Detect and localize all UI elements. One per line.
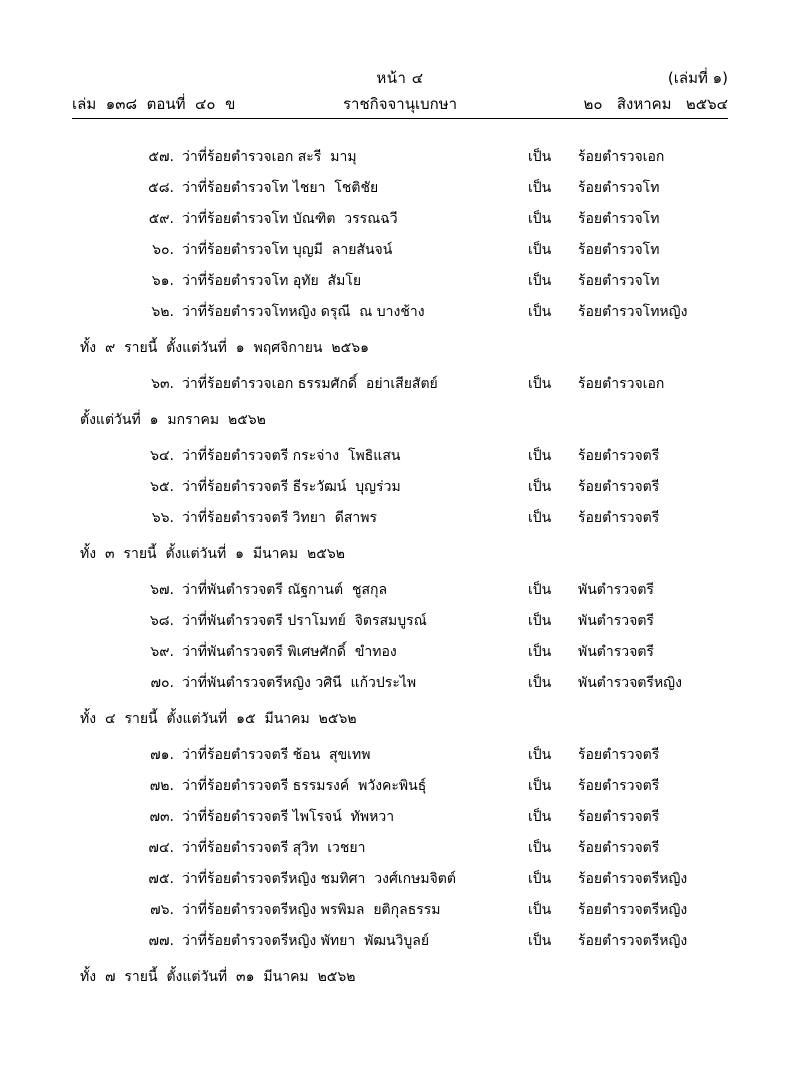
list-item [72,373,728,395]
list-item [72,301,728,323]
entry-name: ว่าที่ร้อยตำรวจตรี ช้อน สุขเทพ [182,747,371,763]
entry-name: ว่าที่ร้อยตำรวจเอก สะรี มามุ [182,149,357,165]
entry-rank: พันตำรวจตรี [578,582,654,598]
list-item [72,239,728,261]
entry-number: ๗๗. [148,933,174,949]
entry-rank: ร้อยตำรวจตรี [578,479,660,495]
entry-name: ว่าที่ร้อยตำรวจตรีหญิง พรพิมล ยติกุลธรรม [182,902,441,918]
entry-as: เป็น [528,933,552,949]
entry-number: ๗๕. [148,871,174,887]
entry-rank: ร้อยตำรวจโท [578,273,660,289]
header-gazette-title: ราชกิจจานุเบกษา [342,95,458,113]
entry-as: เป็น [528,840,552,856]
summary-line: ทั้ง ๓ รายนี้ ตั้งแต่วันที่ ๑ มีนาคม ๒๕๖๒ [80,546,345,562]
entry-number: ๗๖. [150,902,174,918]
entry-as: เป็น [528,180,552,196]
list-item [72,899,728,921]
entry-rank: ร้อยตำรวจตรี [578,840,660,856]
entry-name: ว่าที่ร้อยตำรวจตรีหญิง พัทยา พัฒนวิบูลย์ [182,933,430,949]
page-header [72,60,728,122]
document-body [72,146,728,988]
entry-as: เป็น [528,448,552,464]
entry-number: ๗๒. [149,778,174,794]
page-number-label: หน้า ๔ [376,69,424,87]
entry-as: เป็น [528,242,552,258]
entry-name: ว่าที่ร้อยตำรวจโท บัณฑิต วรรณฉวี [182,211,398,227]
entry-number: ๖๙. [150,644,174,660]
entry-number: ๖๕. [150,479,174,495]
entry-as: เป็น [528,479,552,495]
list-item [72,270,728,292]
entry-name: ว่าที่พันตำรวจตรีหญิง วศินี แก้วประไพ [182,675,417,691]
entry-rank: ร้อยตำรวจตรีหญิง [578,871,688,887]
entry-rank: ร้อยตำรวจโท [578,242,660,258]
header-row [72,92,728,114]
entry-number: ๖๑. [151,273,174,289]
entry-as: เป็น [528,376,552,392]
entry-as: เป็น [528,747,552,763]
entry-rank: ร้อยตำรวจโท [578,211,660,227]
entry-rank: ร้อยตำรวจตรี [578,747,660,763]
header-divider [72,118,728,119]
entry-name: ว่าที่ร้อยตำรวจโท อุทัย สัมโย [182,273,362,289]
volume-note: (เล่มที่ ๑) [667,69,728,87]
entry-as: เป็น [528,273,552,289]
list-item [72,507,728,529]
entry-as: เป็น [528,613,552,629]
entry-as: เป็น [528,778,552,794]
entry-number: ๖๔. [150,448,174,464]
entry-as: เป็น [528,582,552,598]
entry-rank: ร้อยตำรวจตรี [578,448,660,464]
entry-number: ๕๗. [148,149,174,165]
entry-name: ว่าที่ร้อยตำรวจโท ไชยา โชติชัย [182,180,379,196]
entry-as: เป็น [528,644,552,660]
summary-line: ทั้ง ๔ รายนี้ ตั้งแต่วันที่ ๑๕ มีนาคม ๒๕๖๒ [80,711,357,727]
entry-number: ๕๙. [148,211,174,227]
entry-number: ๖๐. [152,242,174,258]
entry-name: ว่าที่ร้อยตำรวจตรี สุวิท เวชยา [182,840,366,856]
list-item [72,930,728,952]
entry-name: ว่าที่ร้อยตำรวจตรีหญิง ชมทิศา วงศ์เกษมจิตต์ [182,871,456,887]
list-item [72,641,728,663]
list-item [72,177,728,199]
list-item [72,837,728,859]
entry-name: ว่าที่พันตำรวจตรี ปราโมทย์ จิตรสมบูรณ์ [182,613,427,629]
entry-rank: พันตำรวจตรี [578,644,654,660]
entry-as: เป็น [528,510,552,526]
entry-rank: ร้อยตำรวจโทหญิง [578,304,688,320]
entry-name: ว่าที่ร้อยตำรวจตรี ธีระวัฒน์ บุญร่วม [182,479,401,495]
entry-rank: ร้อยตำรวจตรีหญิง [578,902,688,918]
summary-line: ทั้ง ๙ รายนี้ ตั้งแต่วันที่ ๑ พฤศจิกายน ๒๕๖๑ [80,340,369,356]
entry-number: ๕๘. [148,180,174,196]
entry-name: ว่าที่ร้อยตำรวจโทหญิง ดรุณี ณ บางช้าง [182,304,425,320]
list-item [72,445,728,467]
list-item [72,579,728,601]
entry-number: ๖๘. [149,613,174,629]
list-item [72,775,728,797]
entry-as: เป็น [528,871,552,887]
entry-number: ๗๔. [148,840,174,856]
entry-name: ว่าที่ร้อยตำรวจตรี กระจ่าง โพธิแสน [182,448,401,464]
entry-number: ๖๖. [151,510,174,526]
entry-name: ว่าที่ร้อยตำรวจตรี วิทยา ดีสาพร [182,510,377,526]
entry-number: ๖๗. [150,582,174,598]
entry-rank: ร้อยตำรวจตรี [578,778,660,794]
entry-group-2 [72,373,728,395]
entry-name: ว่าที่ร้อยตำรวจตรี ไพโรจน์ ทัพหวา [182,809,395,825]
list-item [72,610,728,632]
entry-as: เป็น [528,304,552,320]
entry-name: ว่าที่ร้อยตำรวจเอก ธรรมศักดิ์ อย่าเสียสัตย์ [182,376,438,392]
header-date: ๒๐ สิงหาคม ๒๕๖๔ [583,95,728,113]
entry-number: ๖๓. [151,376,174,392]
list-item [72,868,728,890]
list-item [72,208,728,230]
entry-rank: พันตำรวจตรี [578,613,654,629]
entry-name: ว่าที่ร้อยตำรวจโท บุญมี ลายสันจน์ [182,242,393,258]
entry-as: เป็น [528,675,552,691]
entry-rank: ร้อยตำรวจตรี [578,510,660,526]
entry-rank: ร้อยตำรวจเอก [578,376,665,392]
list-item [72,744,728,766]
entry-number: ๗๐. [150,675,174,691]
list-item [72,146,728,168]
summary-line: ทั้ง ๗ รายนี้ ตั้งแต่วันที่ ๓๑ มีนาคม ๒๕๖๒ [80,969,356,985]
entry-as: เป็น [528,149,552,165]
entry-name: ว่าที่ร้อยตำรวจตรี ธรรมรงค์ พวังคะพินธุ์ [182,778,427,794]
list-item [72,476,728,498]
entry-name: ว่าที่พันตำรวจตรี ณัฐกานต์ ชูสกุล [182,582,388,598]
entry-name: ว่าที่พันตำรวจตรี พิเศษศักดิ์ ขำทอง [182,644,397,660]
entry-rank: ร้อยตำรวจตรีหญิง [578,933,688,949]
entry-as: เป็น [528,902,552,918]
entry-rank: พันตำรวจตรีหญิง [578,675,682,691]
entry-as: เป็น [528,809,552,825]
list-item [72,672,728,694]
entry-rank: ร้อยตำรวจตรี [578,809,660,825]
entry-number: ๗๓. [149,809,174,825]
header-volume-part: เล่ม ๑๓๘ ตอนที่ ๔๐ ข [72,95,236,113]
entry-rank: ร้อยตำรวจเอก [578,149,665,165]
summary-line: ตั้งแต่วันที่ ๑ มกราคม ๒๕๖๒ [80,412,266,428]
entry-rank: ร้อยตำรวจโท [578,180,660,196]
entry-number: ๗๑. [150,747,174,763]
entry-group-4 [72,579,728,694]
entry-group-3 [72,445,728,529]
entry-number: ๖๒. [151,304,174,320]
entry-as: เป็น [528,211,552,227]
entry-group-1 [72,146,728,323]
entry-group-5 [72,744,728,952]
list-item [72,806,728,828]
